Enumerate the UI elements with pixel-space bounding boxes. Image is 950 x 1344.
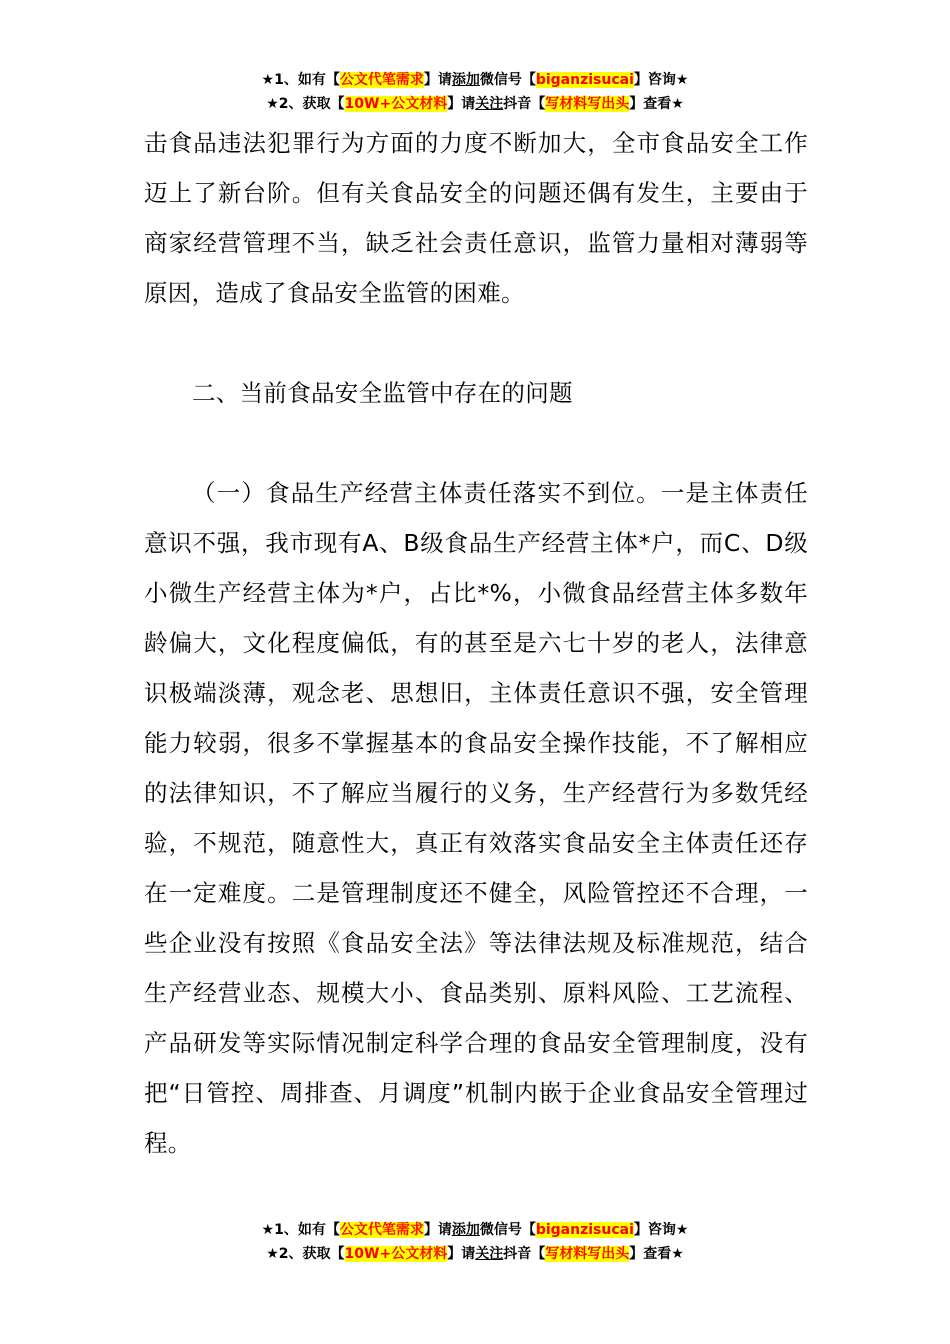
highlight-wechat-id: biganzisucai bbox=[535, 72, 634, 88]
banner-line-2 bbox=[0, 1242, 950, 1266]
banner-text: 2、获取【 bbox=[278, 1246, 345, 1262]
banner-text: 2、获取【 bbox=[278, 96, 345, 112]
underlined-text: 添加 bbox=[451, 72, 480, 88]
banner-text: 】咨询★ bbox=[633, 1222, 689, 1238]
highlight-douyin-account: 写材料写出头 bbox=[545, 1246, 630, 1262]
banner-line-1 bbox=[0, 68, 950, 92]
highlight-materials: 10W+公文材料 bbox=[344, 1246, 448, 1262]
banner-line-2 bbox=[0, 92, 950, 116]
highlight-materials: 10W+公文材料 bbox=[344, 96, 448, 112]
paragraph-1 bbox=[144, 468, 808, 1168]
banner-text: 】查看★ bbox=[629, 1246, 684, 1262]
footer-banner bbox=[0, 1218, 950, 1266]
banner-text: 1、如有【 bbox=[274, 72, 340, 88]
star-icon: ★ bbox=[266, 1246, 279, 1262]
underlined-text: 添加 bbox=[451, 1222, 480, 1238]
star-icon: ★ bbox=[261, 72, 275, 88]
banner-text: 抖音【 bbox=[503, 1246, 546, 1262]
star-icon: ★ bbox=[266, 96, 279, 112]
paragraph-text: （一）食品生产经营主体责任落实不到位。一是主体责任意识不强，我市现有A、B级食品生产经营主体*户，而C、D级小微生产经营主体为*户，占比*%，小微食品经营主体多数年龄偏大，文化程度偏低，有的甚至是六七十岁的老人，法律意识极端淡薄，观念老、思想旧，主体责任意识不强，安全管理能力较弱，很多不掌握基本的食品安全操作技能，不了解相应的法律知识，不了解应当履行的义务，生产经营行为多数凭经验，不规范，随意性大，真正有效落实食品安全主体责任还存在一定难度。二是管理制度还不健全，风险管控还不合理，一些企业没有按照《食品安全法》等法律法规及标准规范，结合生产经营业态、规模大小、食品类别、原料风险、工艺流程、产品研发等实际情况制定科学合理的食品安全管理制度，没有把“日管控、周排查、月调度”机制内嵌于企业食品安全管理过程。 bbox=[144, 479, 808, 1157]
banner-text: 1、如有【 bbox=[274, 1222, 340, 1238]
banner-text: 】请 bbox=[447, 96, 476, 112]
paragraph-continued bbox=[144, 118, 808, 318]
header-banner bbox=[0, 68, 950, 116]
banner-text: 】请 bbox=[423, 72, 452, 88]
banner-text: 】请 bbox=[447, 1246, 476, 1262]
banner-text: 抖音【 bbox=[503, 96, 546, 112]
paragraph-text: 击食品违法犯罪行为方面的力度不断加大，全市食品安全工作迈上了新台阶。但有关食品安全的问题还偶有发生，主要由于商家经营管理不当，缺乏社会责任意识，监管力量相对薄弱等原因，造成了食品安全监管的困难。 bbox=[144, 129, 808, 307]
highlight-service: 公文代笔需求 bbox=[339, 72, 424, 88]
star-icon: ★ bbox=[261, 1222, 275, 1238]
section-heading-text: 二、当前食品安全监管中存在的问题 bbox=[192, 379, 573, 407]
banner-text: 】请 bbox=[423, 1222, 452, 1238]
banner-line-1 bbox=[0, 1218, 950, 1242]
section-heading bbox=[144, 368, 808, 418]
banner-text: 微信号【 bbox=[479, 72, 536, 88]
highlight-wechat-id: biganzisucai bbox=[535, 1222, 634, 1238]
underlined-text: 关注 bbox=[475, 96, 504, 112]
highlight-douyin-account: 写材料写出头 bbox=[545, 96, 630, 112]
highlight-service: 公文代笔需求 bbox=[339, 1222, 424, 1238]
banner-text: 】查看★ bbox=[629, 96, 684, 112]
underlined-text: 关注 bbox=[475, 1246, 504, 1262]
banner-text: 】咨询★ bbox=[633, 72, 689, 88]
banner-text: 微信号【 bbox=[479, 1222, 536, 1238]
